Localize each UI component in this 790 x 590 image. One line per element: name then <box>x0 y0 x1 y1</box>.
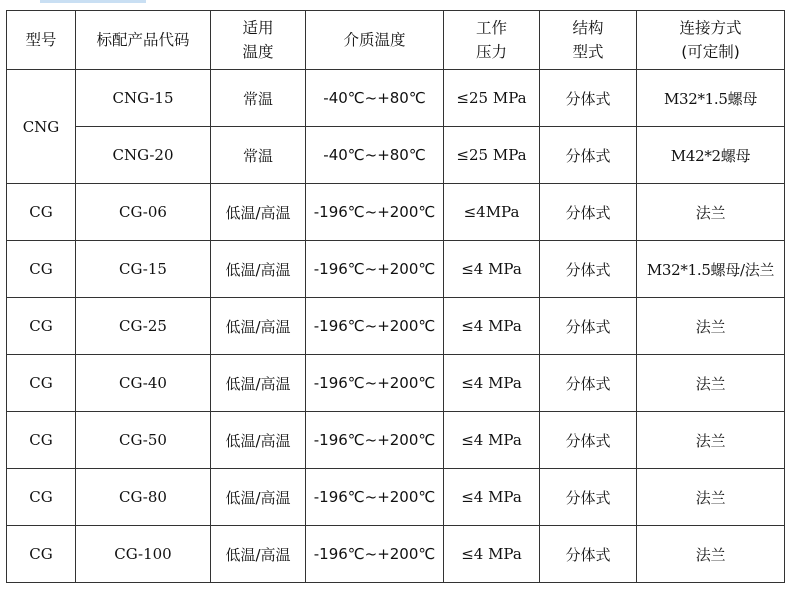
code-cell: CNG-20 <box>76 127 211 184</box>
product-spec-table <box>6 10 785 583</box>
header-structure-type: 结构 型式 <box>540 11 637 70</box>
medium-temp-cell: -196℃~+200℃ <box>306 526 444 583</box>
top-accent-strip <box>40 0 146 3</box>
model-cell: CG <box>7 412 76 469</box>
header-row <box>7 11 785 70</box>
table-row <box>7 184 785 241</box>
model-cell: CG <box>7 184 76 241</box>
structure-cell: 分体式 <box>540 298 637 355</box>
temp-cell: 低温/高温 <box>211 469 306 526</box>
connection-cell: 法兰 <box>637 184 785 241</box>
table-row <box>7 526 785 583</box>
pressure-cell: ≤4 MPa <box>444 469 540 526</box>
medium-temp-cell: -196℃~+200℃ <box>306 184 444 241</box>
code-cell: CG-25 <box>76 298 211 355</box>
pressure-cell: ≤4 MPa <box>444 355 540 412</box>
connection-cell: M32*1.5螺母 <box>637 70 785 127</box>
medium-temp-cell: -196℃~+200℃ <box>306 412 444 469</box>
table-row <box>7 70 785 127</box>
connection-cell: 法兰 <box>637 298 785 355</box>
connection-cell: 法兰 <box>637 526 785 583</box>
code-cell: CNG-15 <box>76 70 211 127</box>
table-row <box>7 298 785 355</box>
header-applicable-temp: 适用 温度 <box>211 11 306 70</box>
structure-cell: 分体式 <box>540 355 637 412</box>
table-header <box>7 11 785 70</box>
connection-cell: M42*2螺母 <box>637 127 785 184</box>
table-row <box>7 412 785 469</box>
model-cell: CG <box>7 241 76 298</box>
code-cell: CG-100 <box>76 526 211 583</box>
medium-temp-cell: -196℃~+200℃ <box>306 355 444 412</box>
medium-temp-cell: -40℃~+80℃ <box>306 127 444 184</box>
header-connection-method: 连接方式 (可定制) <box>637 11 785 70</box>
temp-cell: 常温 <box>211 127 306 184</box>
connection-cell: 法兰 <box>637 355 785 412</box>
table-row <box>7 127 785 184</box>
temp-cell: 低温/高温 <box>211 241 306 298</box>
connection-cell: 法兰 <box>637 469 785 526</box>
temp-cell: 低温/高温 <box>211 298 306 355</box>
header-model: 型号 <box>7 11 76 70</box>
structure-cell: 分体式 <box>540 241 637 298</box>
model-cell: CNG <box>7 70 76 184</box>
pressure-cell: ≤4 MPa <box>444 298 540 355</box>
structure-cell: 分体式 <box>540 70 637 127</box>
model-cell: CG <box>7 355 76 412</box>
structure-cell: 分体式 <box>540 469 637 526</box>
temp-cell: 低温/高温 <box>211 355 306 412</box>
header-medium-temp: 介质温度 <box>306 11 444 70</box>
header-working-pressure: 工作 压力 <box>444 11 540 70</box>
connection-cell: 法兰 <box>637 412 785 469</box>
code-cell: CG-15 <box>76 241 211 298</box>
table-row <box>7 469 785 526</box>
code-cell: CG-80 <box>76 469 211 526</box>
temp-cell: 低温/高温 <box>211 412 306 469</box>
medium-temp-cell: -196℃~+200℃ <box>306 469 444 526</box>
table-row <box>7 241 785 298</box>
structure-cell: 分体式 <box>540 412 637 469</box>
model-cell: CG <box>7 526 76 583</box>
table-body <box>7 70 785 583</box>
pressure-cell: ≤25 MPa <box>444 127 540 184</box>
code-cell: CG-06 <box>76 184 211 241</box>
table-row <box>7 355 785 412</box>
medium-temp-cell: -40℃~+80℃ <box>306 70 444 127</box>
model-cell: CG <box>7 469 76 526</box>
temp-cell: 低温/高温 <box>211 184 306 241</box>
structure-cell: 分体式 <box>540 526 637 583</box>
pressure-cell: ≤4MPa <box>444 184 540 241</box>
structure-cell: 分体式 <box>540 184 637 241</box>
medium-temp-cell: -196℃~+200℃ <box>306 241 444 298</box>
code-cell: CG-50 <box>76 412 211 469</box>
temp-cell: 常温 <box>211 70 306 127</box>
structure-cell: 分体式 <box>540 127 637 184</box>
code-cell: CG-40 <box>76 355 211 412</box>
pressure-cell: ≤4 MPa <box>444 412 540 469</box>
model-cell: CG <box>7 298 76 355</box>
pressure-cell: ≤4 MPa <box>444 526 540 583</box>
header-product-code: 标配产品代码 <box>76 11 211 70</box>
pressure-cell: ≤25 MPa <box>444 70 540 127</box>
medium-temp-cell: -196℃~+200℃ <box>306 298 444 355</box>
connection-cell: M32*1.5螺母/法兰 <box>637 241 785 298</box>
temp-cell: 低温/高温 <box>211 526 306 583</box>
pressure-cell: ≤4 MPa <box>444 241 540 298</box>
